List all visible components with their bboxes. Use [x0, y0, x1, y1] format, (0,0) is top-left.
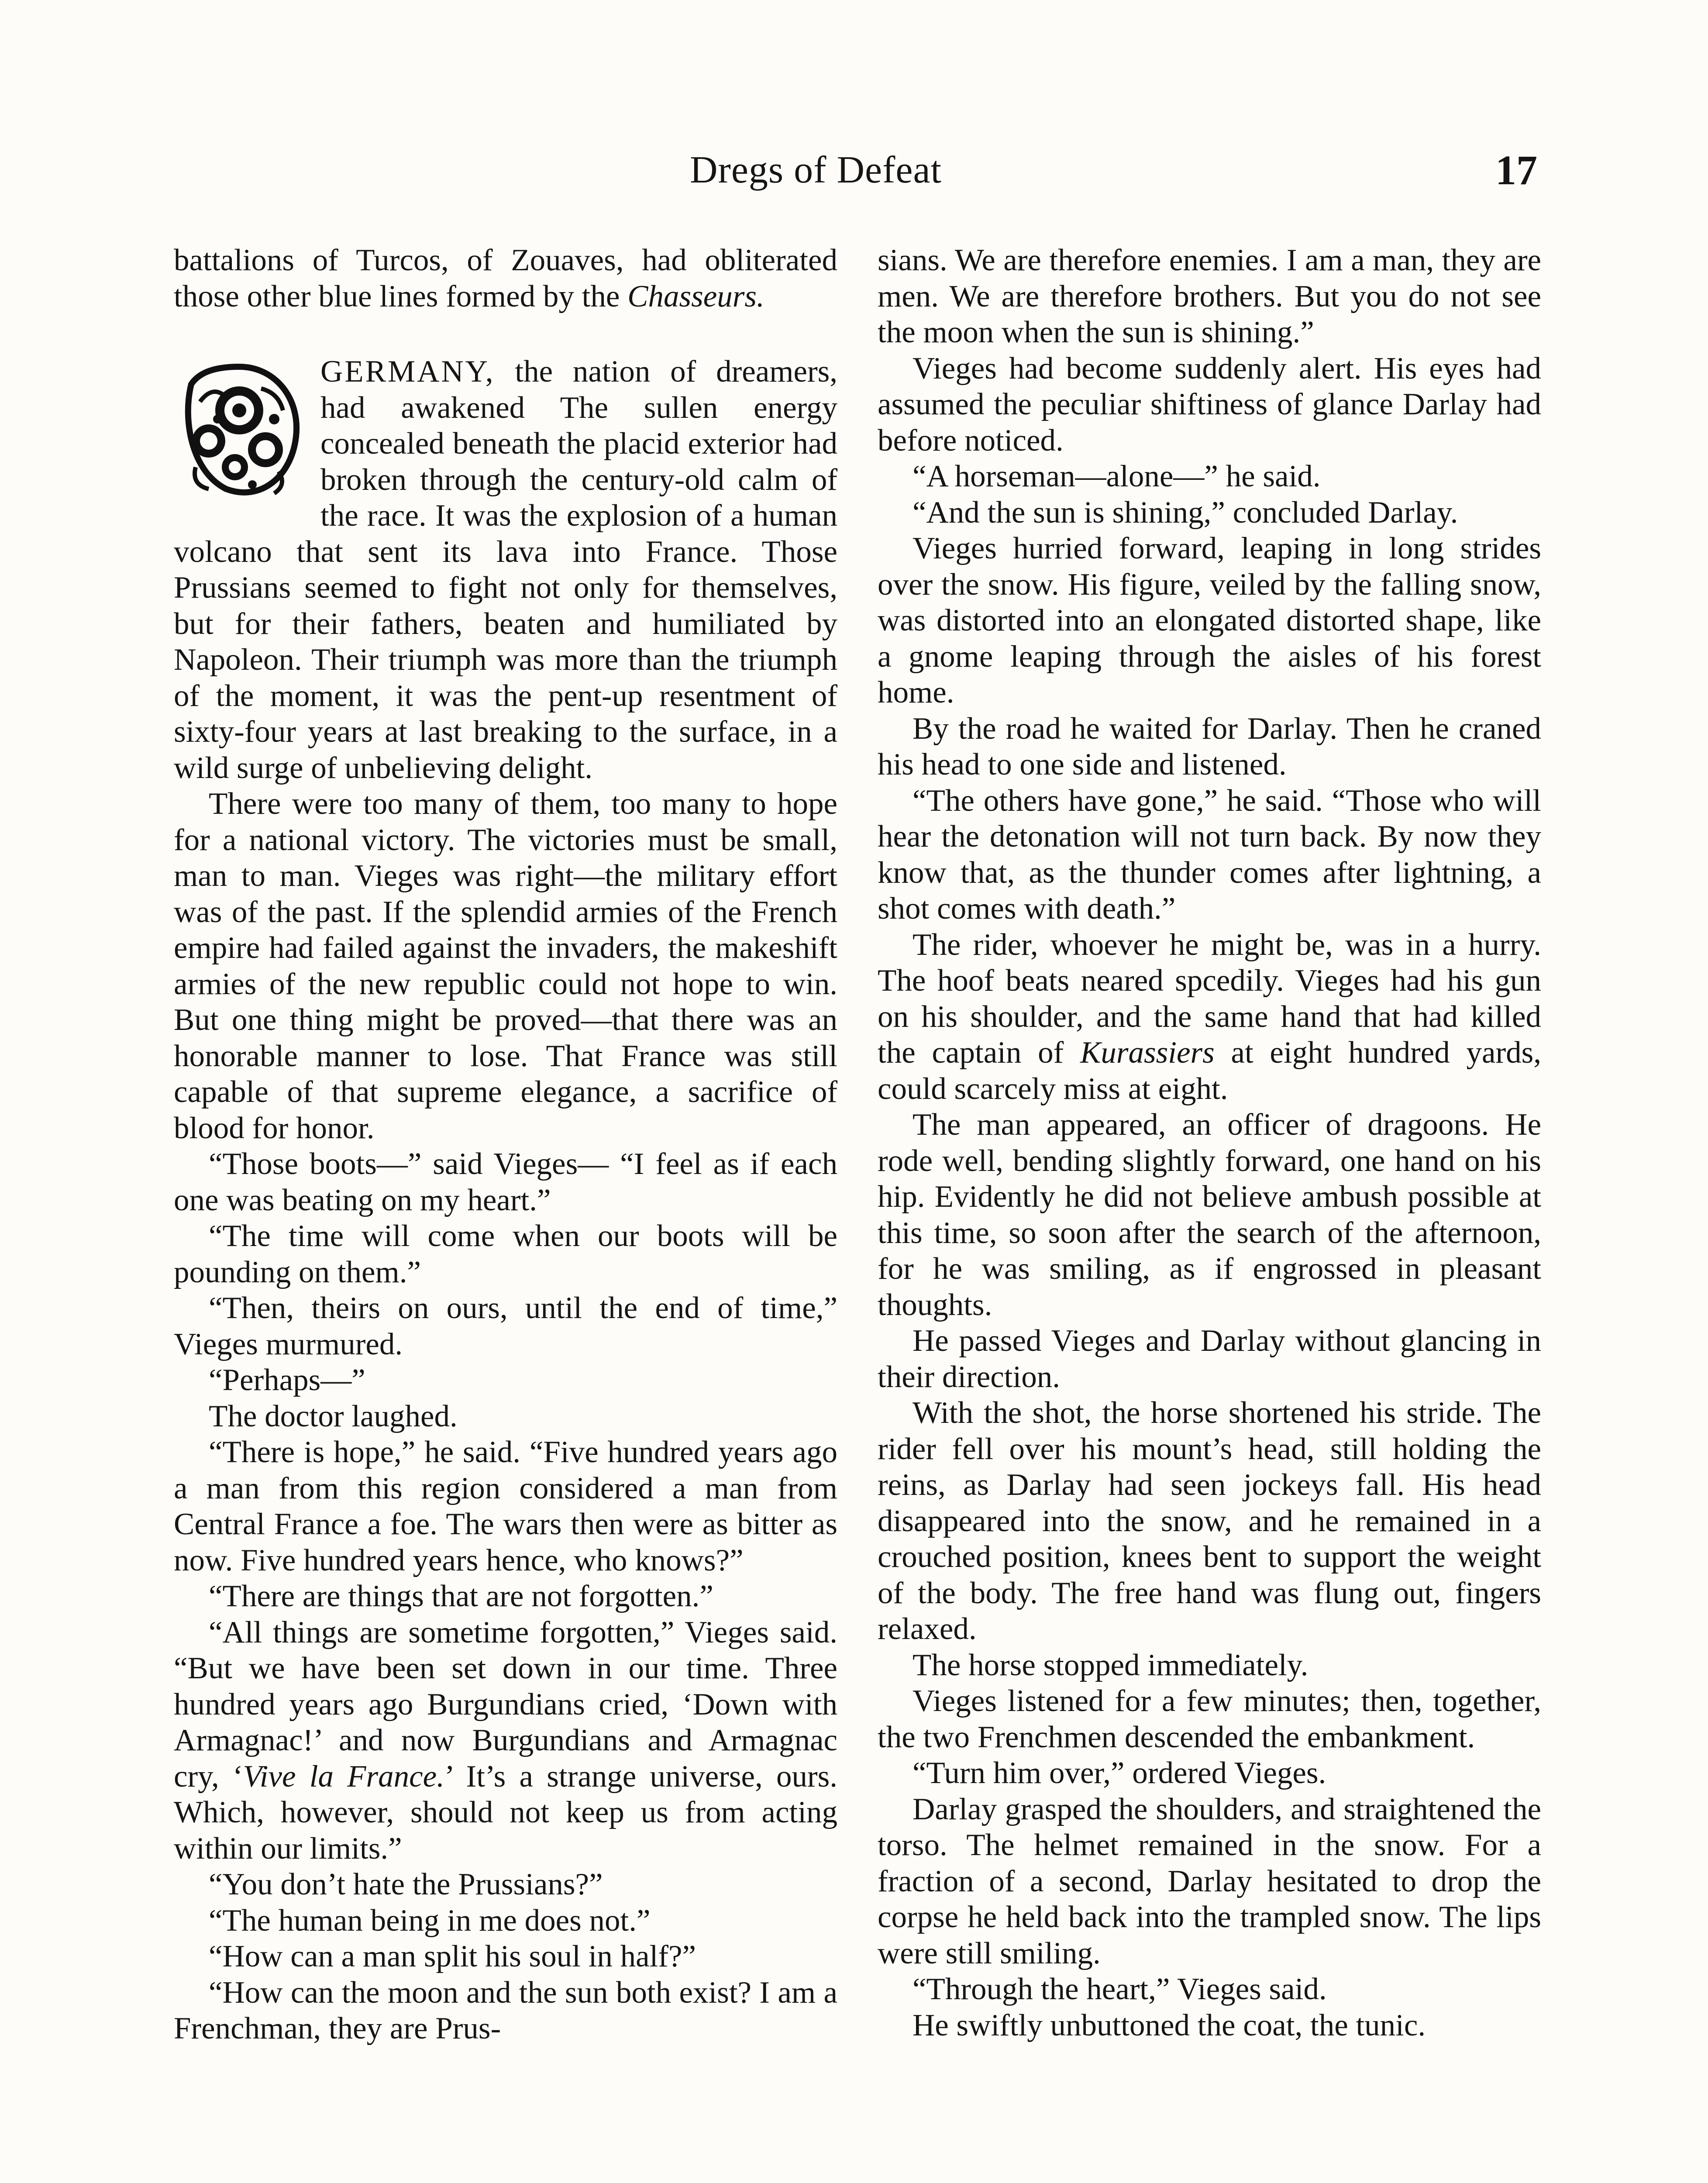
paragraph: “Those boots—” said Vieges— “I feel as if each one was beating on my heart.”	[174, 1147, 837, 1217]
paragraph: “All things are sometime forgotten,” Vieges said. “But we have been set down in our time. Three hundred years ago Burgundians cried, ‘Down with Armagnac!’ and now Burgundians and Armagnac cry, ‘Vive la France.’ It’s a strange universe, ours. Which, however, should not keep us from acting within our limits.”	[174, 1615, 837, 1866]
right-column	[878, 242, 1541, 2043]
paragraph: “The time will come when our boots will be pounding on them.”	[174, 1219, 837, 1289]
paragraph: sians. We are therefore enemies. I am a man, they are men. We are therefore brothers. But you do not see the moon when the sun is shining.”	[878, 243, 1541, 349]
decorative-initial-rose-icon	[174, 358, 305, 502]
page-number: 17	[1495, 147, 1537, 193]
paragraph: “A horseman—alone—” he said.	[913, 459, 1321, 493]
paragraph: “The human being in me does not.”	[209, 1903, 651, 1938]
paragraph: “Turn him over,” ordered Vieges.	[913, 1756, 1326, 1790]
paragraph: The horse stopped immediately.	[913, 1648, 1309, 1682]
paragraph: The doctor laughed.	[209, 1399, 458, 1433]
paragraph: “There are things that are not forgotten.”	[209, 1579, 713, 1613]
paragraph: He swiftly unbuttoned the coat, the tunic.	[913, 2008, 1426, 2042]
paragraph: “Then, theirs on ours, until the end of time,” Vieges murmured.	[174, 1291, 837, 1361]
paragraph: Vieges had become suddenly alert. His eyes had assumed the peculiar shiftiness of glance Darlay had before noticed.	[878, 351, 1541, 458]
paragraph: He passed Vieges and Darlay without glancing in their direction.	[878, 1324, 1541, 1394]
paragraph: By the road he waited for Darlay. Then he craned his head to one side and listened.	[878, 711, 1541, 782]
paragraph: The rider, whoever he might be, was in a hurry. The hoof beats neared spcedily. Vieges had his gun on his shoulder, and the same hand that had killed the captain of Kurassiers at eight hundred yards, could scarcely miss at eight.	[878, 927, 1542, 1106]
paragraph: battalions of Turcos, of Zouaves, had obliterated those other blue lines formed by the Chasseurs.	[174, 243, 837, 313]
paragraph: Vieges listened for a few minutes; then, together, the two Frenchmen descended the embankment.	[878, 1684, 1541, 1754]
emphasis: Kurassiers	[1080, 1036, 1215, 1070]
running-title: Dregs of Defeat	[690, 149, 942, 191]
paragraph: “The others have gone,” he said. “Those who will hear the detonation will not turn back. By now they know that, as the thunder comes after lightning, a shot comes with death.”	[878, 783, 1541, 926]
paragraph: “How can a man split his soul in half?”	[209, 1939, 696, 1973]
emphasis: Chasseurs.	[627, 279, 764, 313]
paragraph: “Perhaps—”	[209, 1363, 365, 1397]
paragraph: Vieges hurried forward, leaping in long strides over the snow. His figure, veiled by the falling snow, was distorted into an elongated distorted shape, like a gnome leaping through the aisles of his forest home.	[878, 531, 1541, 709]
paragraph: With the shot, the horse shortened his stride. The rider fell over his mount’s head, still holding the reins, as Darlay had seen jockeys fall. His head disappeared into the snow, and he remained in a crouched position, knees bent to support the weight of the body. The free hand was flung out, fingers relaxed.	[878, 1396, 1541, 1646]
left-column	[174, 242, 837, 2047]
running-header	[0, 144, 1708, 205]
paragraph: “And the sun is shining,” concluded Darlay.	[913, 495, 1458, 530]
paragraph: GERMANY, the nation of dreamers, had awakened The sullen energy concealed beneath the placid exterior had broken through the century-old calm of the race. It was the explosion of a human volcano that sent its lava into France. Those Prussians seemed to fight not only for themselves, but for their fathers, beaten and humiliated by Napoleon. Their triumph was more than the triumph of the moment, it was the pent-up resentment of sixty-four years at last breaking to the surface, in a wild surge of unbelieving delight.	[174, 355, 837, 785]
paragraph: Darlay grasped the shoulders, and straightened the torso. The helmet remained in the snow. For a fraction of a second, Darlay hesitated to drop the corpse he held back into the trampled snow. The lips were still smiling.	[878, 1792, 1541, 1970]
paragraph: “You don’t hate the Prussians?”	[209, 1867, 603, 1901]
paragraph: The man appeared, an officer of dragoons. He rode well, bending slightly forward, one hand on his hip. Evidently he did not believe ambush possible at this time, so soon after the search of the afternoon, for he was smiling, as if engrossed in pleasant thoughts.	[878, 1108, 1541, 1322]
paragraph: “How can the moon and the sun both exist? I am a Frenchman, they are Prus-	[174, 1975, 837, 2045]
paragraph: There were too many of them, too many to hope for a national victory. The victories must be small, man to man. Vieges was right—the military effort was of the past. If the splendid armies of the French empire had failed against the invaders, the makeshift armies of the new republic could not hope to win. But one thing might be proved—that there was an honorable manner to lose. That France was still capable of that supreme elegance, a sacrifice of blood for honor.	[174, 787, 837, 1145]
emphasis: Vive la France.	[243, 1759, 444, 1794]
paragraph: “There is hope,” he said. “Five hundred years ago a man from this region considered a man from Central France a foe. The wars then were as bitter as now. Five hundred years hence, who knows?”	[174, 1435, 837, 1577]
lead-word: GERMANY,	[320, 355, 495, 389]
paragraph: “Through the heart,” Vieges said.	[913, 1972, 1327, 2006]
